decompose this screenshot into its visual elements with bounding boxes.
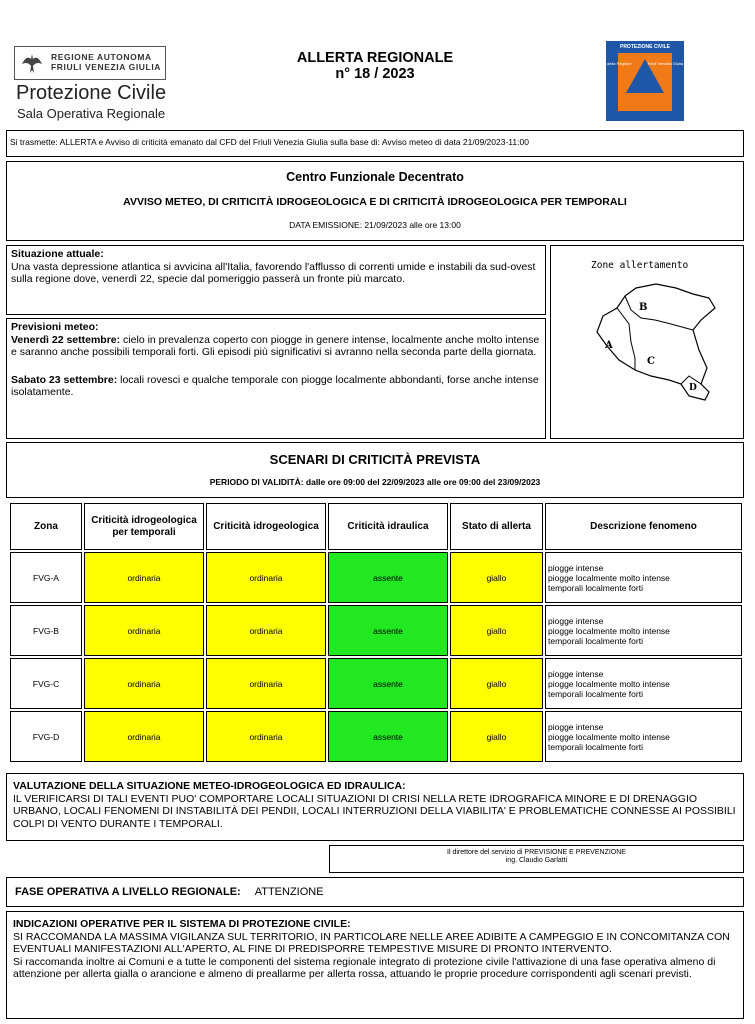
alert-number: n° 18 / 2023 (335, 66, 415, 82)
current-situation (6, 245, 546, 315)
header-idraulica: Criticità idraulica (328, 503, 448, 550)
header-idrogeologica: Criticità idrogeologica (206, 503, 326, 550)
table-header-row (10, 503, 742, 550)
forecast-day-1: Venerdì 22 settembre: cielo in prevalenza coperto con piogge in genere intense, localmente anche molto intense e saranno anche possibili temporali forti. Gli episodi più significativi si avranno nella seconda parte della giornata. (11, 333, 540, 358)
emblem-side-right: Friuli Venezia Giulia (647, 61, 683, 66)
org-subtitle: Sala Operativa Regionale (17, 106, 166, 121)
emission-date: DATA EMISSIONE: 21/09/2023 alle ore 13:00 (289, 220, 461, 230)
fvg-zone-map-icon (581, 280, 731, 405)
phase-value: ATTENZIONE (254, 886, 324, 898)
zone-cell: FVG-A (10, 552, 82, 603)
zone-cell: FVG-D (10, 711, 82, 762)
scenarios-section (6, 442, 744, 498)
description-cell: piogge intense piogge localmente molto intense temporali localmente forti (545, 552, 742, 603)
table-row (10, 711, 742, 762)
evaluation-section (6, 773, 744, 841)
idraulica-cell: assente (328, 711, 448, 762)
emblem-side-left: della Regione (607, 61, 632, 66)
guidance-text-1: SI RACCOMANDA LA MASSIMA VIGILANZA SUL TERRITORIO, IN PARTICOLARE NELLE AREE ADIBITE A CAMPEGGIO E IN CONCOMITANZA CON EVENTUALI MANIFESTAZIONI ALL'APERTO, AL FINE DI PREDISPORRE TEMPESTIVE MISURE DI PRONTO INTERVENTO. (13, 930, 730, 955)
idraulica-cell: assente (328, 552, 448, 603)
temporali-cell: ordinaria (84, 658, 204, 709)
table-row (10, 605, 742, 656)
org-title: Protezione Civile (16, 82, 167, 104)
cfd-section (6, 161, 744, 241)
signature-name: ing. Claudio Garlatti (505, 857, 568, 864)
alert-status-cell: giallo (450, 711, 543, 762)
zone-cell: FVG-B (10, 605, 82, 656)
evaluation-label: VALUTAZIONE DELLA SITUAZIONE METEO-IDROGEOLOGICA ED IDRAULICA: (13, 780, 406, 792)
idraulica-cell: assente (328, 605, 448, 656)
header-temporali: Criticità idrogeologica per temporali (84, 503, 204, 550)
table-row (10, 552, 742, 603)
situation-text: Una vasta depressione atlantica si avvicina all'Italia, favorendo l'afflusso di correnti umide e instabili da sud-ovest sulla regione dove, venerdì 22, specie dal pomeriggio passerà un fronte più marcato. (11, 260, 536, 285)
zone-label: C (647, 356, 655, 367)
emblem-text: PROTEZIONE CIVILE (619, 44, 670, 50)
title-line-1: ALLERTA REGIONALE (296, 50, 454, 66)
idrogeologica-cell: ordinaria (206, 658, 326, 709)
zone-cell: FVG-C (10, 658, 82, 709)
phase-label: FASE OPERATIVA A LIVELLO REGIONALE: (15, 886, 241, 898)
situation-label: Situazione attuale: (11, 248, 104, 260)
zone-label: D (689, 383, 697, 393)
operational-guidance (6, 911, 744, 1019)
alert-status-cell: giallo (450, 658, 543, 709)
eagle-emblem-icon (19, 50, 45, 76)
idrogeologica-cell: ordinaria (206, 711, 326, 762)
temporali-cell: ordinaria (84, 605, 204, 656)
map-title: Zone allertamento (591, 260, 689, 271)
criticality-table (8, 501, 744, 764)
temporali-cell: ordinaria (84, 711, 204, 762)
protezione-civile-emblem (606, 41, 684, 121)
description-cell: piogge intense piogge localmente molto intense temporali localmente forti (545, 711, 742, 762)
scenarios-title: SCENARI DI CRITICITÀ PREVISTA (269, 452, 481, 467)
alert-status-cell: giallo (450, 552, 543, 603)
guidance-text-2: Si raccomanda inoltre ai Comuni e a tutte le componenti del sistema regionale integrato di protezione civile l'attivazione di una fase operativa almeno di attenzione per allerta gialla o arancione e almeno di preallarme per allerta rossa, attuando le proprie procedure corrispondenti agli scenari previsti. (13, 955, 716, 980)
idrogeologica-cell: ordinaria (206, 605, 326, 656)
signature-role: Il direttore del servizio di PREVISIONE E PREVENZIONE (447, 849, 626, 856)
forecast-label: Previsioni meteo: (11, 321, 99, 333)
region-name: REGIONE AUTONOMA FRIULI VENEZIA GIULIA (51, 52, 162, 72)
description-cell: piogge intense piogge localmente molto intense temporali localmente forti (545, 658, 742, 709)
alert-status-cell: giallo (450, 605, 543, 656)
zone-map (550, 245, 744, 439)
document-title (250, 50, 500, 82)
cfd-subtitle: AVVISO METEO, DI CRITICITÀ IDROGEOLOGICA E DI CRITICITÀ IDROGEOLOGICA PER TEMPORALI (123, 196, 627, 208)
region-logo-box (14, 46, 166, 80)
header-zona: Zona (10, 503, 82, 550)
forecast-day-2: Sabato 23 settembre: locali rovesci e qualche temporale con piogge localmente abbondanti, forse anche intense isolatamente. (11, 373, 539, 398)
cfd-title: Centro Funzionale Decentrato (286, 170, 464, 184)
idrogeologica-cell: ordinaria (206, 552, 326, 603)
zone-label: A (605, 340, 613, 351)
evaluation-text: IL VERIFICARSI DI TALI EVENTI PUO' COMPORTARE LOCALI SITUAZIONI DI CRISI NELLA RETE IDROGRAFICA MINORE E DI DRENAGGIO URBANO, LOCALI FENOMENI DI INSTABILITÀ DEI PENDII, LOCALI INTERRUZIONI DELLA VIABILITA' E PROBLEMATICHE CONNESSE AI POSSIBILI COLPI DI VENTO DURANTE I TEMPORALI. (13, 792, 736, 830)
validity-period: PERIODO DI VALIDITÀ: dalle ore 09:00 del 22/09/2023 alle ore 09:00 del 23/09/2023 (209, 477, 541, 487)
signature-box (329, 845, 744, 873)
zone-label: B (639, 302, 648, 313)
transmission-note: Si trasmette: ALLERTA e Avviso di criticità emanato dal CFD del Friuli Venezia Giulia sulla base di: Avviso meteo di data 21/09/2023-11:00 (6, 130, 744, 157)
logo-protezione-civile-fvg (14, 44, 179, 120)
idraulica-cell: assente (328, 658, 448, 709)
operational-phase (6, 877, 744, 907)
header-descrizione: Descrizione fenomeno (545, 503, 742, 550)
table-row (10, 658, 742, 709)
description-cell: piogge intense piogge localmente molto intense temporali localmente forti (545, 605, 742, 656)
weather-forecast (6, 318, 546, 439)
header-stato: Stato di allerta (450, 503, 543, 550)
guidance-label: INDICAZIONI OPERATIVE PER IL SISTEMA DI PROTEZIONE CIVILE: (13, 918, 351, 930)
temporali-cell: ordinaria (84, 552, 204, 603)
